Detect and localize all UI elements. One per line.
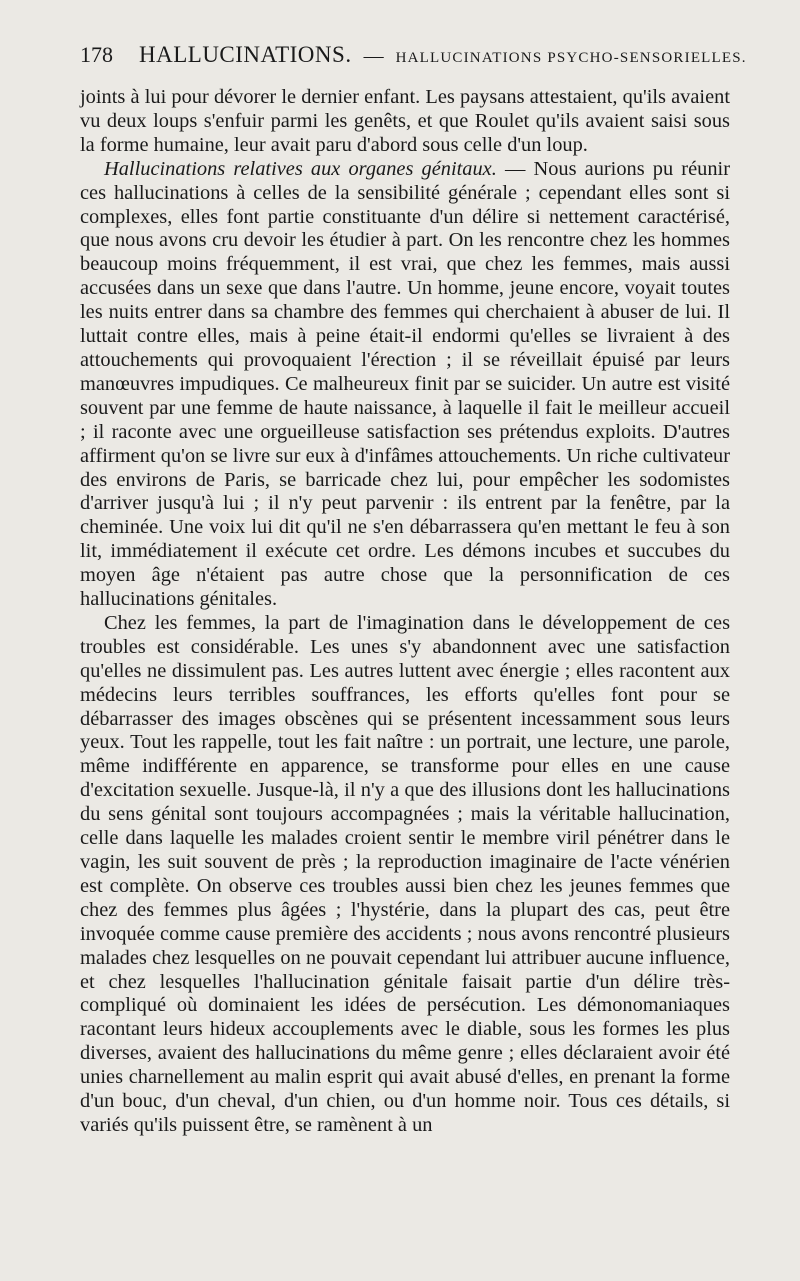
running-header xyxy=(80,42,747,72)
paragraph-text: — Nous aurions pu réunir ces hallucinations à celles de la sensibilité générale ; cependant elles sont si complexes, elles font partie constituante d'un délire si nettement caractérisé, que nous avons cru devoir les étudier à part. On les rencontre chez les hommes beaucoup moins fréquemment, il est vrai, que chez les femmes, mais aussi accusées dans un sexe que dans l'autre. Un homme, jeune encore, voyait toutes les nuits entrer dans sa chambre des femmes qui cherchaient à abuser de lui. Il luttait contre elles, mais à peine était-il endormi qu'elles se livraient à des attouchements qui provoquaient l'érection ; il se réveillait épuisé par leurs manœuvres impudiques. Ce malheureux finit par se suicider. Un autre est visité souvent par une femme de haute naissance, à laquelle il fait le meilleur accueil ; il raconte avec une orgueilleuse satisfaction ses prétendus exploits. D'autres affirment qu'on se livre sur eux à d'infâmes attouchements. Un riche cultivateur des environs de Paris, se barricade chez lui, pour empêcher les sodomistes d'arriver jusqu'à lui ; il n'y peut parvenir : ils entrent par la fenêtre, par la cheminée. Une voix lui dit qu'il ne s'en débarrassera qu'en mettant le feu à son lit, immédiatement il exécute cet ordre. Les démons incubes et succubes du moyen âge n'étaient pas autre chose que la personnification de ces hallucinations génitales. xyxy=(80,157,730,611)
running-title: HALLUCINATIONS. xyxy=(139,42,352,67)
running-subtitle: HALLUCINATIONS PSYCHO-SENSORIELLES. xyxy=(395,50,747,66)
page-number: 178 xyxy=(80,42,113,67)
paragraph-text: joints à lui pour dévorer le dernier enfant. Les paysans attestaient, qu'ils avaient vu deux loups s'enfuir parmi les genêts, et que Roulet qu'ils avaient saisi sous la forme humaine, leur avait paru d'abord sous celle d'un loup. xyxy=(80,86,730,156)
paragraph-text: Chez les femmes, la part de l'imagination dans le développement de ces troubles est considérable. Les unes s'y abandonnent avec une satisfaction qu'elles ne dissimulent pas. Les autres luttent avec énergie ; elles racontent aux médecins leurs terribles souffrances, les efforts qu'elles font pour se débarrasser des images obscènes qui se présentent incessamment sous leurs yeux. Tout les rappelle, tout les fait naître : un portrait, une lecture, une parole, même indifférente en apparence, se transforme pour elles en une cause d'excitation sexuelle. Jusque-là, il n'y a que des illusions dont les hallucinations du sens génital sont toujours accompagnées ; mais la véritable hallucination, celle dans laquelle les malades croient sentir le membre viril pénétrer dans le vagin, les suit souvent de près ; la reproduction imaginaire de l'acte vénérien est complète. On observe ces troubles aussi bien chez les jeunes femmes que chez des femmes plus âgées ; l'hystérie, dans la plupart des cas, peut être invoquée comme cause première des accidents ; nous avons rencontré plusieurs malades chez lesquelles on ne pouvait cependant lui attribuer aucune influence, et chez lesquelles l'hallucination génitale faisait partie d'un délire très-compliqué où dominaient les idées de persécution. Les démonomaniaques racontant leurs hideux accouplements avec le diable, sous les formes les plus diverses, avaient des hallucinations du même genre ; elles déclaraient avoir été unies charnellement au malin esprit qui avait abusé d'elles, en prenant la forme d'un bouc, d'un cheval, d'un chien, ou d'un homme noir. Tous ces détails, si variés qu'ils puissent être, se ramènent à un xyxy=(80,611,730,1136)
paragraph-continuation xyxy=(80,86,730,158)
section-heading: Hallucinations relatives aux organes génitaux. xyxy=(104,157,497,180)
paragraph-genital-hallucinations xyxy=(80,158,730,612)
header-separator: — xyxy=(363,45,384,67)
paragraph-women xyxy=(80,612,730,1138)
body-text xyxy=(80,86,730,1138)
